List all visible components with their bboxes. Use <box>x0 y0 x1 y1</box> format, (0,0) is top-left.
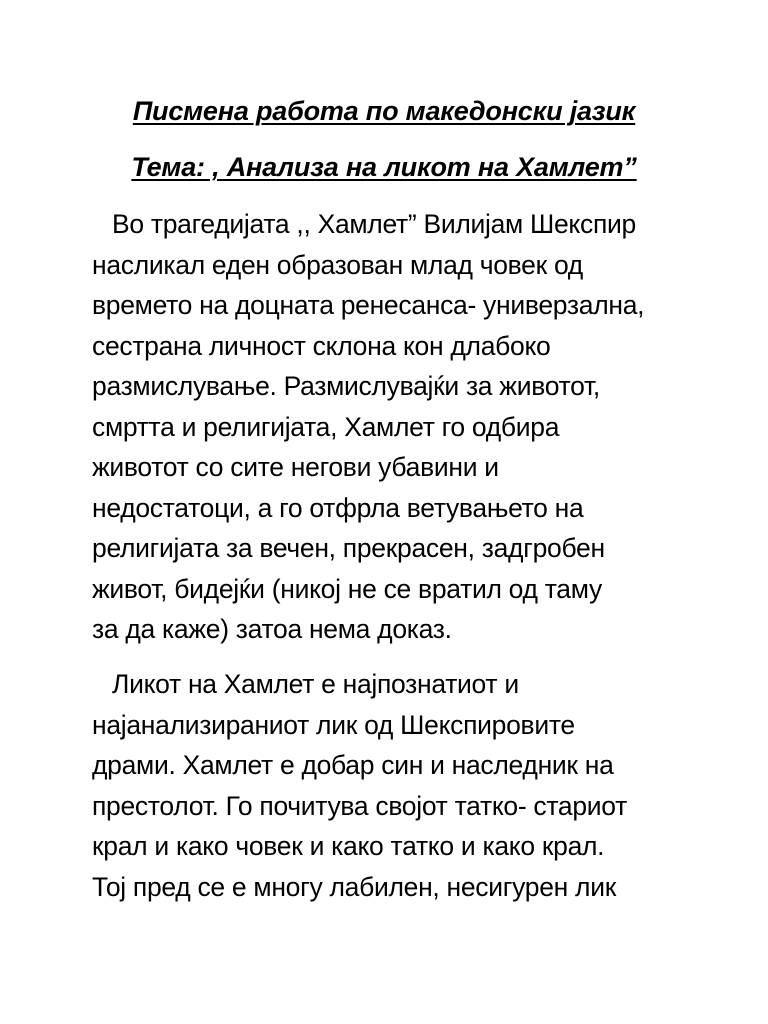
paragraph-line: драми. Хамлет е добар син и наследник на <box>92 750 614 780</box>
paragraph-line: престолот. Го почитува својот татко- стариот <box>92 790 627 821</box>
paragraph-line: недостатоци, а го отфрла ветувањето на <box>92 492 584 523</box>
paragraph-line: насликал еден образован млад човек од <box>92 249 583 280</box>
paragraph-1 <box>92 204 692 650</box>
paragraph-line: најанализираниот лик од Шекспировите <box>92 709 575 740</box>
paragraph-line: размислување. Размислувајќи за животот, <box>92 371 600 401</box>
paragraph-line: Ликот на Хамлет е најпознатиот и <box>112 669 519 699</box>
document-title: Писмена работа по македонски јазик <box>132 96 636 126</box>
paragraph-line: времето на доцната ренесанса- универзална, <box>92 290 645 320</box>
paragraph-line: крал и како човек и како татко и како крал. <box>92 831 605 861</box>
document-subtitle-topic: Тема: , Анализа на ликот на Хамлет” <box>131 152 637 182</box>
paragraph-line: Во трагедијата ,, Хамлет” Вилијам Шекспир <box>112 209 636 239</box>
paragraph-line: за да каже) затоа нема доказ. <box>92 614 452 644</box>
paragraph-line: Тој пред се е многу лабилен, несигурен лик <box>92 871 617 902</box>
paragraph-line: сестрана личност склона кон длабоко <box>92 330 551 361</box>
paragraph-line: живот, бидејќи (никој не се вратил од таму <box>92 573 602 604</box>
paragraph-line: смртта и религијата, Хамлет го одбира <box>92 411 560 442</box>
paragraph-line: религијата за вечен, прекрасен, задгробен <box>92 533 605 563</box>
paragraph-2 <box>92 664 692 907</box>
paragraph-line: животот со сите негови убавини и <box>92 452 499 482</box>
